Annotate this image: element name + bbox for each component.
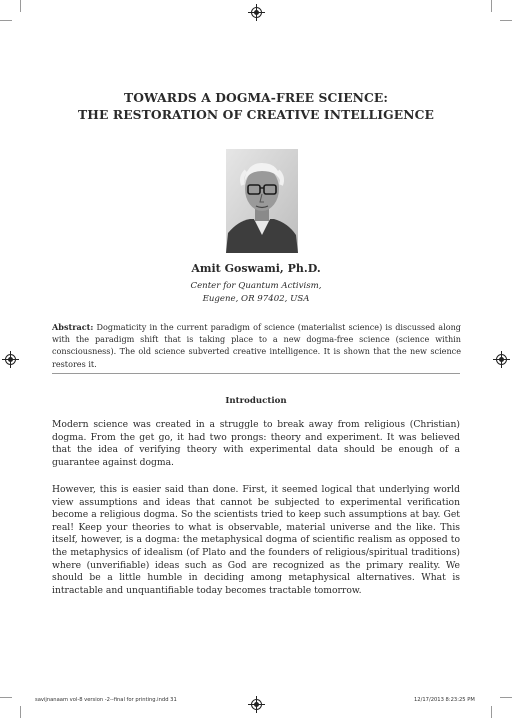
affiliation-line2: Eugene, OR 97402, USA [202, 294, 310, 304]
crop-mark [500, 20, 512, 21]
affiliation-line1: Center for Quantum Activism, [190, 281, 322, 291]
author-name: Amit Goswami, Ph.D. [191, 262, 321, 275]
body-paragraph: However, this is easier said than done. First, it seemed logical that underlying world view assumptions and ideas that cannot be subjected to experimental verification become a religious dogma. So the scientists tried to keep such assumptions at bay. Get real! Keep your theories to what is observable, material universe and the like. This itself, however, is a dogma: the metaphysical dogma of scientific realism as opposed to the metaphysics of idealism (of Plato and the founders of religious/spiritual traditions) where (unverifiable) ideas such as God are recognized as the primary reality. We should be a little humble in deciding among metaphysical alternatives. What is intractable and unquantifiable today becomes tractable tomorrow. [52, 484, 460, 596]
registration-mark-icon [251, 699, 262, 710]
registration-mark-icon [5, 354, 16, 365]
author-portrait-photo [226, 149, 298, 253]
print-slug-timestamp: 12/17/2013 8:23:25 PM [414, 697, 475, 703]
paper-title [40, 89, 472, 123]
crop-mark [0, 697, 12, 698]
crop-mark [491, 0, 492, 12]
body-paragraph: Modern science was created in a struggle to break away from religious (Christian) dogma. From the get go, it had two prongs: theory and experiment. It was believed that the idea of verifying theory with experimental data should be enough of a guarantee against dogma. [52, 419, 460, 468]
author-affiliation [40, 280, 472, 306]
abstract [52, 321, 461, 370]
crop-mark [20, 706, 21, 718]
section-heading: Introduction [225, 396, 287, 406]
paper-title-line1: TOWARDS A DOGMA-FREE SCIENCE: [123, 90, 389, 105]
crop-mark [500, 697, 512, 698]
abstract-text: Dogmaticity in the current paradigm of science (materialist science) is discussed along with the paradigm shift that is taking place to a new dogma-free science (science within consciousness). The old science subverted creative intelligence. It is shown that the new science restores it. [52, 322, 461, 369]
crop-mark [20, 0, 21, 12]
author-portrait-drawing [226, 149, 298, 253]
paper-title-line2: THE RESTORATION OF CREATIVE INTELLIGENCE [78, 107, 434, 122]
print-slug-filename: savijnanaam vol-8 version -2--final for printing.indd 31 [35, 697, 177, 703]
divider [52, 373, 460, 374]
registration-mark-icon [496, 354, 507, 365]
crop-mark [491, 706, 492, 718]
abstract-label: Abstract: [52, 322, 94, 332]
crop-mark [0, 20, 12, 21]
registration-mark-icon [251, 7, 262, 18]
